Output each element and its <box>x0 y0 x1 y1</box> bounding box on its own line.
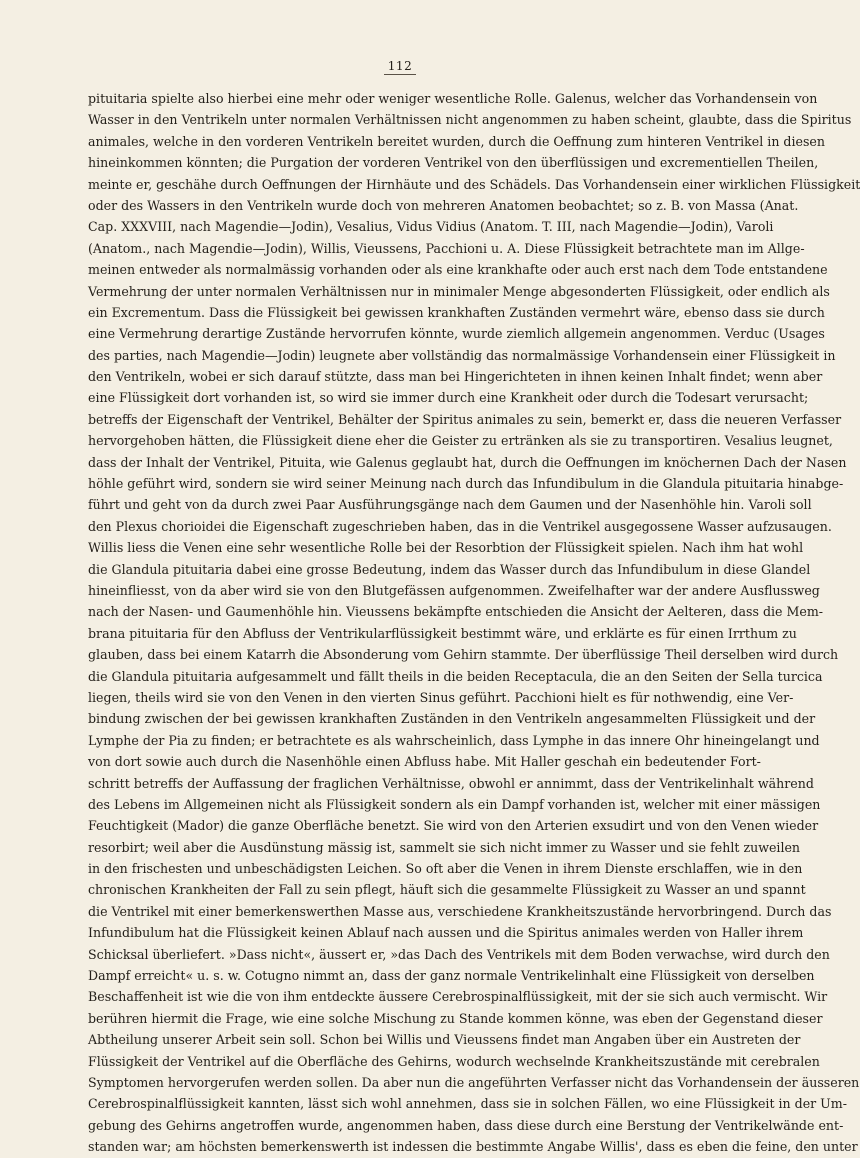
text-line: brana pituitaria für den Abfluss der Ventrikularflüssigkeit bestimmt wäre, und erklärte es für einen Irrthum zu <box>88 625 797 641</box>
text-line: liegen, theils wird sie von den Venen in den vierten Sinus geführt. Pacchioni hielt es für nothwendig, eine Ver- <box>88 689 794 705</box>
text-line: führt und geht von da durch zwei Paar Ausführungsgänge nach dem Gaumen und der Nasenhöhle hin. Varoli soll <box>88 497 812 513</box>
text-line: Willis liess die Venen eine sehr wesentliche Rolle bei der Resorbtion der Flüssigkeit spielen. Nach ihm hat wohl <box>88 540 804 556</box>
text-line: Cap. XXXVIII, nach Magendie—Jodin), Vesalius, Vidus Vidius (Anatom. T. III, nach Magendie—Jodin), Varoli <box>88 219 774 235</box>
text-line: dass der Inhalt der Ventrikel, Pituita, wie Galenus geglaubt hat, durch die Oeffnungen im knöchernen Dach der Nasen <box>88 454 847 470</box>
text-line: Dampf erreicht« u. s. w. Cotugno nimmt an, dass der ganz normale Ventrikelinhalt eine Flüssigkeit von derselben <box>88 968 815 984</box>
text-line: die Glandula pituitaria dabei eine grosse Bedeutung, indem das Wasser durch das Infundibulum in diese Glandel <box>88 561 811 577</box>
text-line: Feuchtigkeit (Mador) die ganze Oberfläche benetzt. Sie wird von den Arterien exsudirt und von den Venen wieder <box>88 818 819 834</box>
text-line: Schicksal überliefert. »Dass nicht«, äussert er, »das Dach des Ventrikels mit dem Boden verwachse, wird durch den <box>88 946 830 962</box>
text-line: eine Vermehrung derartige Zustände hervorrufen könnte, wurde ziemlich allgemein angenommen. Verduc (Usages <box>88 326 825 342</box>
text-line: oder des Wassers in den Ventrikeln wurde doch von mehreren Anatomen beobachtet; so z. B. von Massa (Anat. <box>88 197 799 213</box>
text-line: hineinfliesst, von da aber wird sie von den Blutgefässen aufgenommen. Zweifelhafter war der andere Ausflussweg <box>88 582 820 598</box>
text-line: des parties, nach Magendie—Jodin) leugnete aber vollständig das normalmässige Vorhandensein einer Flüssigkeit in <box>88 347 836 363</box>
text-line: Beschaffenheit ist wie die von ihm entdeckte äussere Cerebrospinalflüssigkeit, mit der sie sich auch vermischt. Wir <box>88 989 828 1005</box>
text-line: berühren hiermit die Frage, wie eine solche Mischung zu Stande kommen könne, was eben der Gegenstand dieser <box>88 1010 823 1026</box>
text-line: die Glandula pituitaria aufgesammelt und fällt theils in die beiden Receptacula, die an den Seiten der Sella turcica <box>88 668 823 684</box>
text-line: ein Excrementum. Dass die Flüssigkeit bei gewissen krankhaften Zuständen vermehrt wäre, ebenso dass sie durch <box>88 304 825 320</box>
text-line: hineinkommen könnten; die Purgation der vorderen Ventrikel von den überflüssigen und excrementiellen Theilen, <box>88 155 819 171</box>
text-line: Lymphe der Pia zu finden; er betrachtete es als wahrscheinlich, dass Lymphe in das innere Ohr hineingelangt und <box>88 732 820 748</box>
text-line: von dort sowie auch durch die Nasenhöhle einen Abfluss habe. Mit Haller geschah ein bedeutender Fort- <box>88 754 761 770</box>
text-line: eine Flüssigkeit dort vorhanden ist, so wird sie immer durch eine Krankheit oder durch die Todesart verursacht; <box>88 390 809 406</box>
text-line: gebung des Gehirns angetroffen wurde, angenommen haben, dass diese durch eine Berstung der Ventrikelwände ent- <box>88 1117 844 1133</box>
text-line: schritt betreffs der Auffassung der fraglichen Verhältnisse, obwohl er annimmt, dass der Ventrikelinhalt während <box>88 775 814 791</box>
text-line: den Ventrikeln, wobei er sich darauf stützte, dass man bei Hingerichteten in ihnen keinen Inhalt findet; wenn aber <box>88 369 823 385</box>
text-line: pituitaria spielte also hierbei eine mehr oder weniger wesentliche Rolle. Galenus, welcher das Vorhandensein von <box>88 91 818 106</box>
text-line: Vermehrung der unter normalen Verhältnissen nur in minimaler Menge abgesonderten Flüssigkeit, oder endlich als <box>88 283 830 299</box>
text-line: meinen entweder als normalmässig vorhanden oder als eine krankhafte oder auch erst nach dem Tode entstandene <box>88 262 828 278</box>
text-line: Symptomen hervorgerufen werden sollen. Da aber nun die angeführten Verfasser nicht das Vorhandensein der äusseren <box>88 1074 860 1090</box>
text-line: Abtheilung unserer Arbeit sein soll. Schon bei Willis und Vieussens findet man Angaben über ein Austreten der <box>88 1032 801 1048</box>
text-line: Infundibulum hat die Flüssigkeit keinen Ablauf nach aussen und die Spiritus animales werden von Haller ihrem <box>88 925 804 941</box>
text-line: höhle geführt wird, sondern sie wird seiner Meinung nach durch das Infundibulum in die Glandula pituitaria hinabge- <box>88 476 844 492</box>
text-line: animales, welche in den vorderen Ventrikeln bereitet wurden, durch die Oeffnung zum hinteren Ventrikel in diesen <box>88 133 825 149</box>
text-line: Wasser in den Ventrikeln unter normalen Verhältnissen nicht angenommen zu haben scheint, glaubte, dass die Spiritus <box>88 112 852 128</box>
body-text <box>88 88 860 1158</box>
text-line: nach der Nasen- und Gaumenhöhle hin. Vieussens bekämpfte entschieden die Ansicht der Aelteren, dass die Mem- <box>88 604 824 620</box>
text-line: meinte er, geschähe durch Oeffnungen der Hirnhäute und des Schädels. Das Vorhandensein einer wirklichen Flüssigkeit <box>88 176 860 192</box>
text-line: Cerebrospinalflüssigkeit kannten, lässt sich wohl annehmen, dass sie in solchen Fällen, wo eine Flüssigkeit in der Um- <box>88 1096 847 1112</box>
text-line: die Ventrikel mit einer bemerkenswerthen Masse aus, verschiedene Krankheitszustände hervorbringend. Durch das <box>88 903 832 919</box>
text-line: resorbirt; weil aber die Ausdünstung mässig ist, sammelt sie sich nicht immer zu Wasser und sie fehlt zuweilen <box>88 839 801 855</box>
text-line: chronischen Krankheiten der Fall zu sein pflegt, häuft sich die gesammelte Flüssigkeit zu Wasser an und spannt <box>88 882 806 898</box>
text-line: hervorgehoben hätten, die Flüssigkeit diene eher die Geister zu ertränken als sie zu transportiren. Vesalius leugnet, <box>88 433 833 449</box>
page-number: 112 <box>0 59 800 75</box>
text-line: betreffs der Eigenschaft der Ventrikel, Behälter der Spiritus animales zu sein, bemerkt er, dass die neueren Verfasser <box>88 411 842 427</box>
text-line: in den frischesten und unbeschädigsten Leichen. So oft aber die Venen in ihrem Dienste erschlaffen, wie in den <box>88 861 803 877</box>
text-line: des Lebens im Allgemeinen nicht als Flüssigkeit sondern als ein Dampf vorhanden ist, welcher mit einer mässigen <box>88 796 821 812</box>
text-line: bindung zwischen der bei gewissen krankhaften Zuständen in den Ventrikeln angesammelten Flüssigkeit und der <box>88 711 816 727</box>
text-line: Flüssigkeit der Ventrikel auf die Oberfläche des Gehirns, wodurch wechselnde Krankheitszustände mit cerebralen <box>88 1053 820 1069</box>
text-line: standen war; am höchsten bemerkenswerth ist indessen die bestimmte Angabe Willis', dass es eben die feine, den unter <box>88 1139 858 1155</box>
text-line: (Anatom., nach Magendie—Jodin), Willis, Vieussens, Pacchioni u. A. Diese Flüssigkeit betrachtete man im Allge- <box>88 240 805 256</box>
text-line: glauben, dass bei einem Katarrh die Absonderung vom Gehirn stammte. Der überflüssige Theil derselben wird durch <box>88 647 839 663</box>
text-line: den Plexus chorioidei die Eigenschaft zugeschrieben haben, das in die Ventrikel ausgegossene Wasser aufzusaugen. <box>88 518 832 534</box>
